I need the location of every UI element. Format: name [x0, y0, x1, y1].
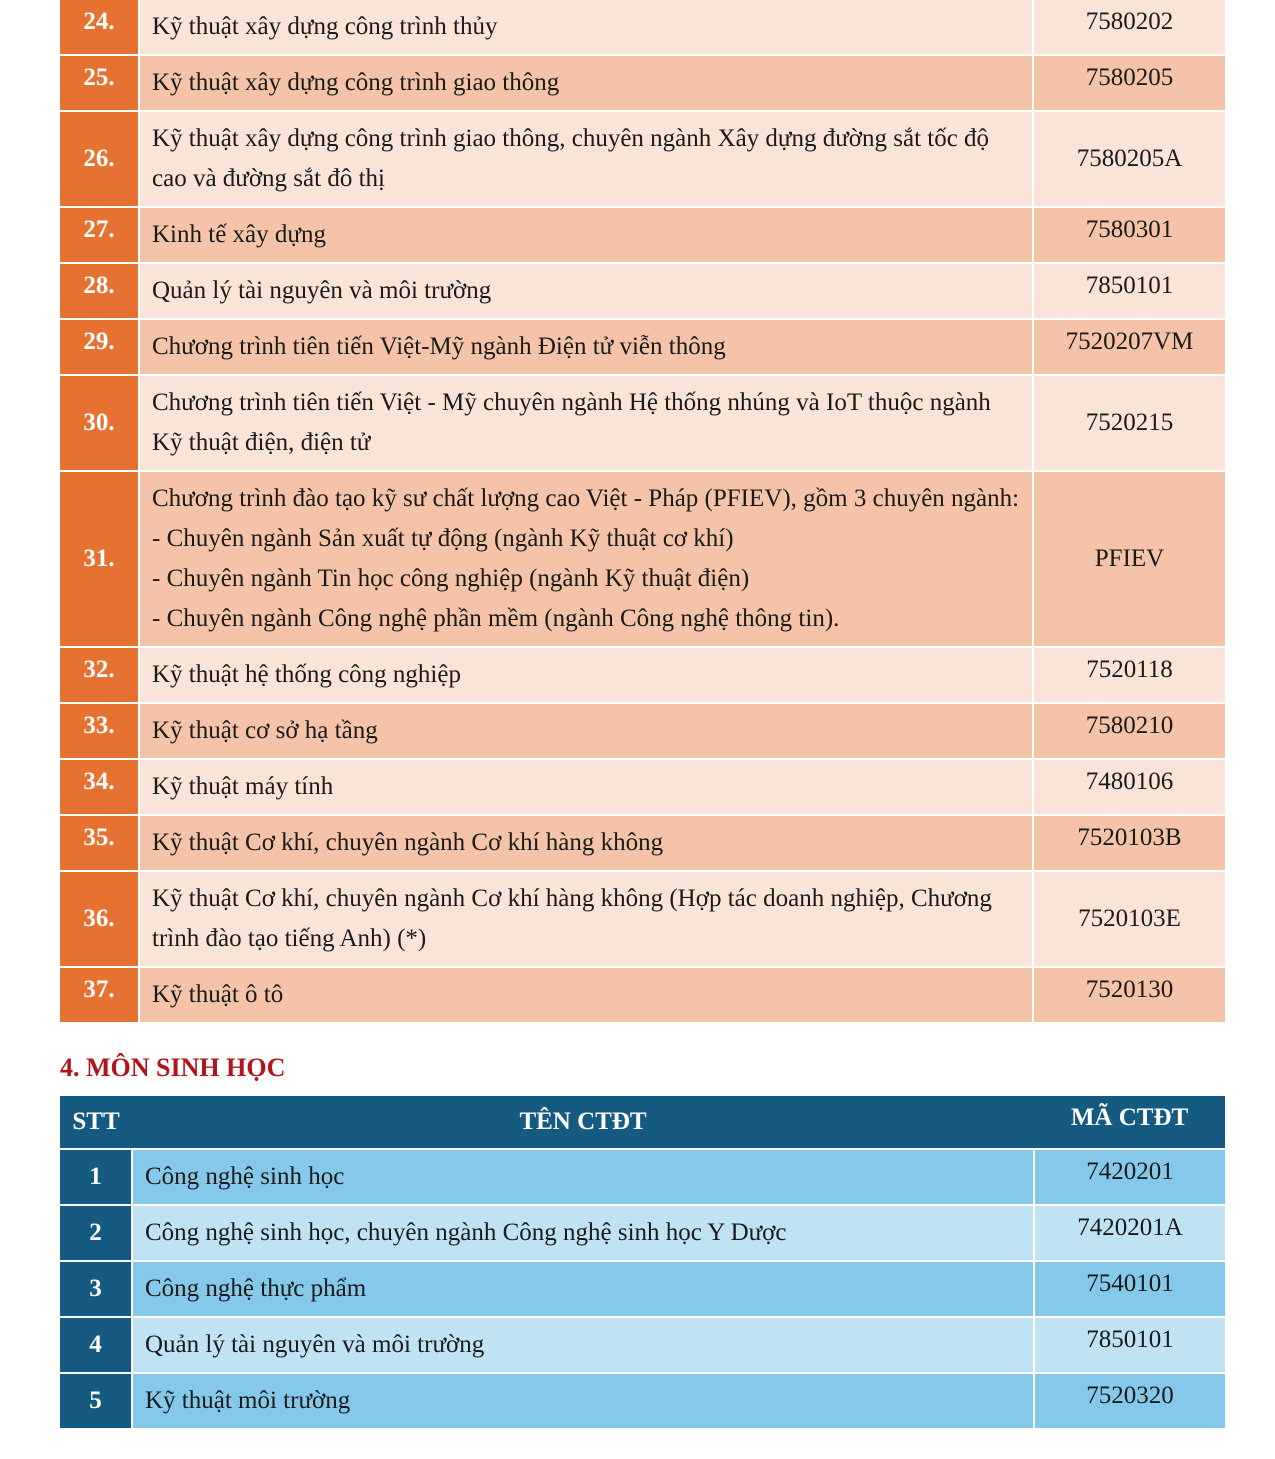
program-code: 7520118: [1033, 647, 1225, 703]
row-number: 26.: [60, 111, 139, 207]
program-name: Công nghệ sinh học: [132, 1149, 1034, 1205]
program-code: 7520103E: [1033, 871, 1225, 967]
program-code: 7520320: [1034, 1373, 1225, 1429]
table-row: [60, 815, 1225, 871]
row-number: 2: [60, 1205, 132, 1261]
row-number: 3: [60, 1261, 132, 1317]
table-row: [60, 0, 1225, 55]
row-number: 32.: [60, 647, 139, 703]
table-row: [60, 471, 1225, 647]
program-name: Kinh tế xây dựng: [139, 207, 1033, 263]
row-number: 36.: [60, 871, 139, 967]
table-row: [60, 647, 1225, 703]
column-header-name: TÊN CTĐT: [132, 1096, 1034, 1149]
program-name-line: Chương trình đào tạo kỹ sư chất lượng cao Việt - Pháp (PFIEV), gồm 3 chuyên ngành:: [152, 485, 1020, 512]
program-code: 7480106: [1033, 759, 1225, 815]
program-code: 7580210: [1033, 703, 1225, 759]
row-number: 33.: [60, 703, 139, 759]
program-code: 7580205A: [1033, 111, 1225, 207]
table-row: [60, 1261, 1225, 1317]
program-name: Công nghệ thực phẩm: [132, 1261, 1034, 1317]
program-name: Kỹ thuật cơ sở hạ tầng: [139, 703, 1033, 759]
program-table-continued: [60, 0, 1225, 1024]
column-header-stt: STT: [60, 1096, 132, 1149]
program-code: 7520207VM: [1033, 319, 1225, 375]
program-name: Công nghệ sinh học, chuyên ngành Công nghệ sinh học Y Dược: [132, 1205, 1034, 1261]
table-row: [60, 1205, 1225, 1261]
program-name: Kỹ thuật xây dựng công trình giao thông: [139, 55, 1033, 111]
row-number: 34.: [60, 759, 139, 815]
program-name: Kỹ thuật xây dựng công trình giao thông, chuyên ngành Xây dựng đường sắt tốc độ cao và đường sắt đô thị: [139, 111, 1033, 207]
program-name: Kỹ thuật hệ thống công nghiệp: [139, 647, 1033, 703]
row-number: 24.: [60, 0, 139, 55]
program-name: Kỹ thuật môi trường: [132, 1373, 1034, 1429]
table-row: [60, 759, 1225, 815]
table-header-row: [60, 1096, 1225, 1149]
program-name: Chương trình tiên tiến Việt - Mỹ chuyên ngành Hệ thống nhúng và IoT thuộc ngành Kỹ thuật điện, điện tử: [139, 375, 1033, 471]
program-name: Quản lý tài nguyên và môi trường: [139, 263, 1033, 319]
table-row: [60, 1373, 1225, 1429]
table-row: [60, 263, 1225, 319]
program-name: Kỹ thuật Cơ khí, chuyên ngành Cơ khí hàng không (Hợp tác doanh nghiệp, Chương trình đào tạo tiếng Anh) (*): [139, 871, 1033, 967]
program-code: 7420201: [1034, 1149, 1225, 1205]
program-name: Quản lý tài nguyên và môi trường: [132, 1317, 1034, 1373]
table-row: [60, 207, 1225, 263]
row-number: 5: [60, 1373, 132, 1429]
table-row: [60, 1317, 1225, 1373]
program-name: Kỹ thuật ô tô: [139, 967, 1033, 1023]
row-number: 1: [60, 1149, 132, 1205]
table-row: [60, 111, 1225, 207]
program-code: 7580202: [1033, 0, 1225, 55]
row-number: 37.: [60, 967, 139, 1023]
row-number: 27.: [60, 207, 139, 263]
program-name-line: - Chuyên ngành Tin học công nghiệp (ngành Kỹ thuật điện): [152, 565, 750, 592]
row-number: 25.: [60, 55, 139, 111]
program-code: 7520103B: [1033, 815, 1225, 871]
program-name: [139, 471, 1033, 647]
biology-program-table: [60, 1096, 1225, 1430]
row-number: 35.: [60, 815, 139, 871]
program-code: PFIEV: [1033, 471, 1225, 647]
table-row: [60, 967, 1225, 1023]
program-code: 7850101: [1034, 1317, 1225, 1373]
program-name-line: - Chuyên ngành Công nghệ phần mềm (ngành Công nghệ thông tin).: [152, 605, 840, 632]
table-row: [60, 703, 1225, 759]
row-number: 4: [60, 1317, 132, 1373]
section-heading: 4. MÔN SINH HỌC: [60, 1053, 286, 1082]
program-code: 7580205: [1033, 55, 1225, 111]
row-number: 29.: [60, 319, 139, 375]
table-row: [60, 871, 1225, 967]
table-row: [60, 55, 1225, 111]
program-code: 7580301: [1033, 207, 1225, 263]
row-number: 28.: [60, 263, 139, 319]
table-row: [60, 375, 1225, 471]
row-number: 31.: [60, 471, 139, 647]
program-code: 7420201A: [1034, 1205, 1225, 1261]
document-page: [60, 0, 1225, 1430]
program-name: Kỹ thuật máy tính: [139, 759, 1033, 815]
program-name: Kỹ thuật xây dựng công trình thủy: [139, 0, 1033, 55]
program-code: 7540101: [1034, 1261, 1225, 1317]
table-row: [60, 319, 1225, 375]
program-name-line: - Chuyên ngành Sản xuất tự động (ngành Kỹ thuật cơ khí): [152, 525, 734, 552]
program-code: 7520215: [1033, 375, 1225, 471]
row-number: 30.: [60, 375, 139, 471]
program-code: 7850101: [1033, 263, 1225, 319]
program-name: Chương trình tiên tiến Việt-Mỹ ngành Điện tử viễn thông: [139, 319, 1033, 375]
column-header-code: MÃ CTĐT: [1034, 1096, 1225, 1149]
program-code: 7520130: [1033, 967, 1225, 1023]
program-name: Kỹ thuật Cơ khí, chuyên ngành Cơ khí hàng không: [139, 815, 1033, 871]
table-row: [60, 1149, 1225, 1205]
